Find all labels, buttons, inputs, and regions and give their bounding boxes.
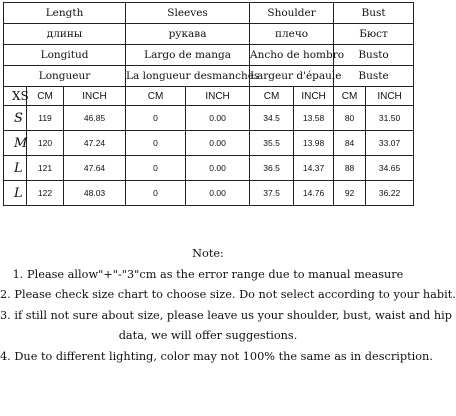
sleeves-header-cell: Sleeves [126,3,250,24]
value-cell: 31.50 [366,106,414,131]
unit-cell: INCH [294,87,334,106]
note-line-2: 2. Please check size chart to choose size. Do not select according to your habit. [0,288,456,301]
unit-cell: INCH [186,87,250,106]
value-cell: 47.64 [64,156,126,181]
value-cell: 48.03 [64,181,126,206]
sleeves-header-cell: Largo de manga [126,45,250,66]
value-cell: 84 [334,131,366,156]
notes-title: Note: [192,247,224,260]
unit-cell: CM [27,87,64,106]
value-cell: 13.98 [294,131,334,156]
value-cell: 47.24 [64,131,126,156]
value-cell: 0 [126,131,186,156]
unit-cell: CM [126,87,186,106]
value-cell: 122 [27,181,64,206]
note-line-5: 4. Due to different lighting, color may not 100% the same as in description. [0,349,433,363]
bust-header-cell: Buste [334,66,414,87]
value-cell: 0 [126,106,186,131]
header-row [4,66,414,87]
units-row [4,87,414,106]
value-cell: 0.00 [186,106,250,131]
bust-header-cell: Bust [334,3,414,24]
notes-section [0,244,456,367]
unit-cell: CM [250,87,294,106]
size-cell: L [4,156,27,181]
shoulder-header-cell: Shoulder [250,3,334,24]
unit-cell: INCH [64,87,126,106]
value-cell: 33.07 [366,131,414,156]
value-cell: 36.5 [250,156,294,181]
sleeves-header-cell: рукава [126,24,250,45]
bust-header-cell: Busto [334,45,414,66]
header-row [4,3,414,24]
value-cell: 92 [334,181,366,206]
value-cell: 0 [126,181,186,206]
note-line-1: 1. Please allow"+"-"3"cm as the error range due to manual measure [12,267,404,281]
shoulder-header-cell: Largeur d'épaule [250,66,334,87]
value-cell: 34.65 [366,156,414,181]
note-line-4: data, we will offer suggestions. [118,329,298,342]
value-cell: 13.58 [294,106,334,131]
value-cell: 119 [27,106,64,131]
value-cell: 0.00 [186,156,250,181]
length-header-cell: длины [4,24,126,45]
value-cell: 0.00 [186,131,250,156]
size-row [4,106,414,131]
value-cell: 36.22 [366,181,414,206]
length-header-cell: Longueur [4,66,126,87]
value-cell: 0 [126,156,186,181]
size-cell: S [4,106,27,131]
size-row [4,156,414,181]
value-cell: 46.85 [64,106,126,131]
length-header-cell: Longitud [4,45,126,66]
size-row [4,131,414,156]
note-line-3: 3. if still not sure about size, please leave us your shoulder, bust, waist and hip [0,308,452,322]
header-row [4,24,414,45]
size-chart-table [3,2,414,206]
bust-header-cell: Бюст [334,24,414,45]
value-cell: 14.37 [294,156,334,181]
value-cell: 0.00 [186,181,250,206]
value-cell: 121 [27,156,64,181]
unit-cell: CM [334,87,366,106]
value-cell: 14.76 [294,181,334,206]
value-cell: 35.5 [250,131,294,156]
shoulder-header-cell: плечо [250,24,334,45]
size-cell: L [4,181,27,206]
header-row [4,45,414,66]
value-cell: 34.5 [250,106,294,131]
length-header-cell: Length [4,3,126,24]
value-cell: 88 [334,156,366,181]
sleeves-header-cell: La longueur desmanches [126,66,250,87]
value-cell: 37.5 [250,181,294,206]
shoulder-header-cell: Ancho de hombro [250,45,334,66]
value-cell: 80 [334,106,366,131]
value-cell: 120 [27,131,64,156]
size-cell: M [4,131,27,156]
size-row [4,181,414,206]
unit-cell: INCH [366,87,414,106]
size-cell: XS [4,87,27,106]
